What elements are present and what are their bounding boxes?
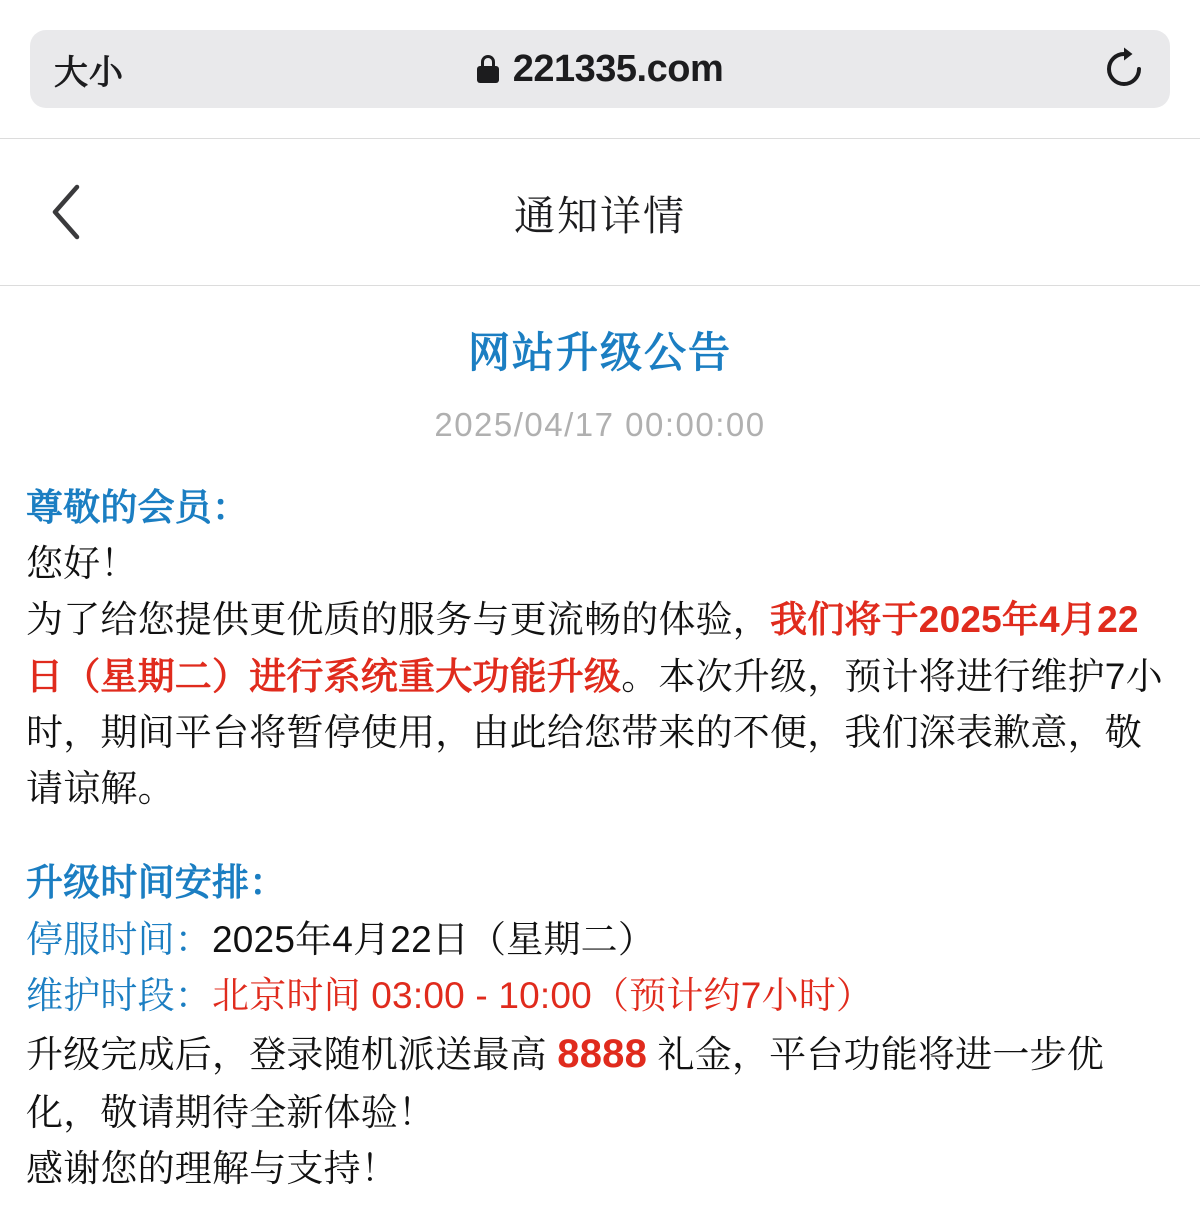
notice-timestamp: 2025/04/17 00:00:00 (434, 406, 766, 443)
intro-part-1: 为了给您提供更优质的服务与更流畅的体验， (26, 599, 770, 641)
back-button[interactable] (36, 182, 96, 242)
notice-body (26, 480, 1174, 1197)
paragraph-spacer (26, 817, 1174, 855)
lock-icon (477, 55, 499, 83)
text-size-button[interactable]: 大小 (54, 53, 124, 92)
schedule-heading: 升级时间安排： (26, 862, 287, 904)
address-bar[interactable] (30, 30, 1170, 108)
page-title: 通知详情 (514, 192, 686, 239)
maintenance-window-label: 维护时段： (26, 974, 212, 1016)
thanks-line: 感谢您的理解与支持！ (26, 1148, 398, 1190)
reload-icon[interactable] (1100, 45, 1148, 93)
reward-suffix: 礼金，平台功能将进一步优化，敬请期待全新体验！ (26, 1034, 1104, 1133)
intro-paragraph (26, 592, 1174, 817)
reward-prefix: 升级完成后，登录随机派送最高 (26, 1034, 558, 1076)
reward-amount: 8888 (557, 1032, 648, 1077)
maintenance-window-row (26, 968, 1174, 1024)
stop-time-label: 停服时间： (26, 918, 212, 960)
page-header (0, 138, 1200, 286)
browser-toolbar (0, 0, 1200, 138)
reward-paragraph (26, 1024, 1174, 1141)
stop-time-row (26, 912, 1174, 968)
url-text: 221335.com (512, 47, 724, 90)
intro-part-2: 。本次升级，预计将进行维护7小时，期间平台将暂停使用，由此给您带来的不便，我们深表歉意，敬请谅解。 (26, 655, 1163, 810)
address-bar-center (30, 48, 1170, 91)
notice-title: 网站升级公告 (467, 329, 732, 376)
stop-time-value: 2025年4月22日（星期二） (212, 918, 656, 960)
greeting: 您好！ (26, 543, 138, 585)
salutation: 尊敬的会员： (26, 487, 250, 528)
notice-content (0, 286, 1200, 1197)
maintenance-window-value: 北京时间 03:00 - 10:00（预计约7小时） (212, 974, 874, 1016)
upgrade-highlight: 我们将于2025年4月22日（星期二）进行系统重大功能升级 (26, 599, 1139, 697)
